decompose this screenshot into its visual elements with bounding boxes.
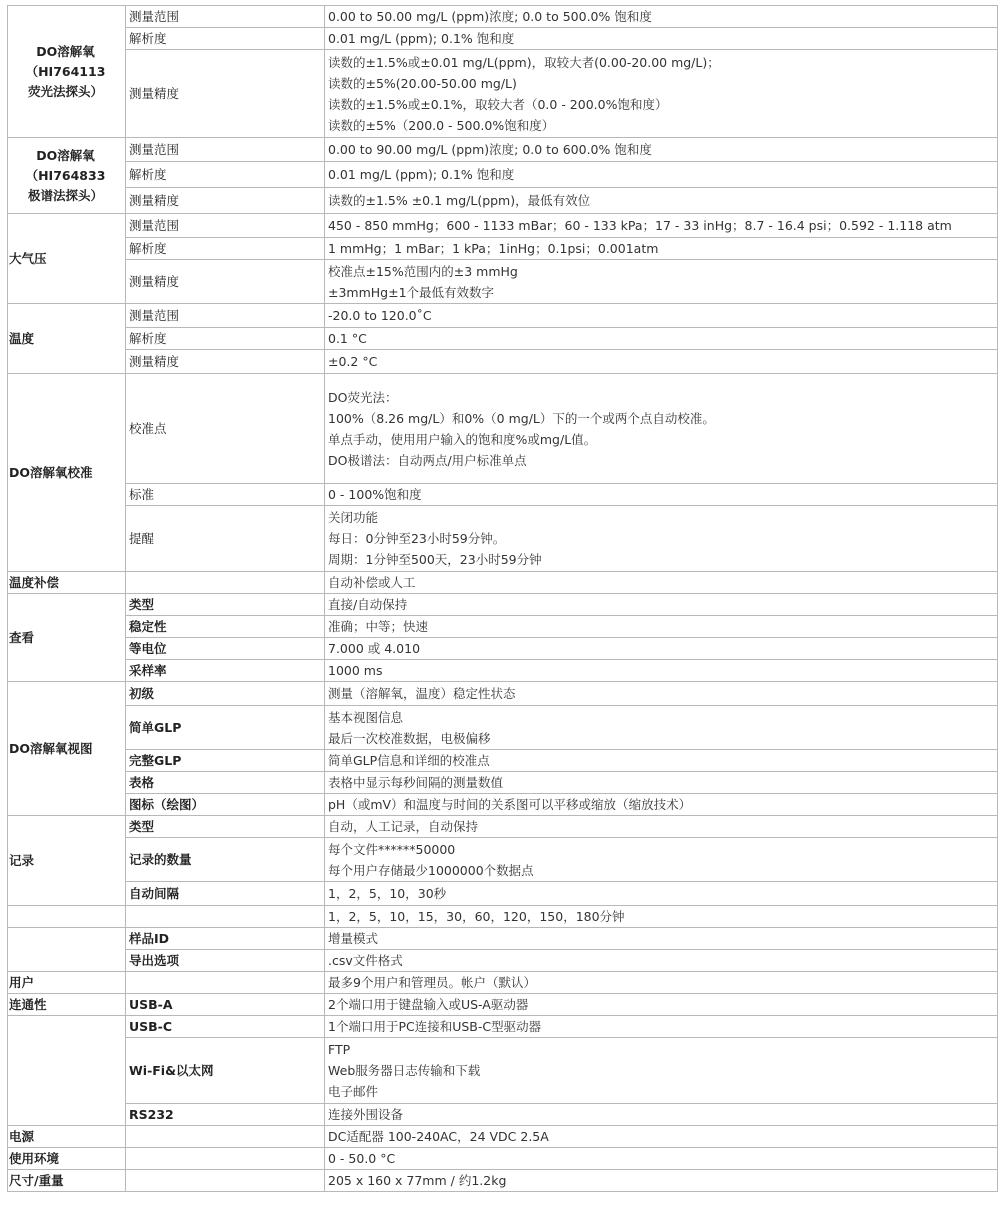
category-label: 记录 (9, 852, 35, 868)
parameter-cell: 提醒 (126, 506, 325, 572)
category-cell (8, 304, 126, 374)
table-row (8, 816, 998, 838)
value-cell (325, 1126, 998, 1148)
value-cell (325, 794, 998, 816)
category-cell (8, 1126, 126, 1148)
parameter-cell (126, 972, 325, 994)
value-cell (325, 6, 998, 28)
value-line: 读数的±1.5%或±0.01 mg/L(ppm)，取较大者(0.00-20.00 mg/L)； (328, 54, 720, 70)
value-line: 100%（8.26 mg/L）和0%（0 mg/L）下的一个或两个点自动校准。 (328, 410, 715, 426)
table-row (8, 506, 998, 572)
table-row (8, 1016, 998, 1038)
table-row (8, 1170, 998, 1192)
value-cell (325, 50, 998, 138)
value-cell (325, 660, 998, 682)
value-cell (325, 1170, 998, 1192)
value-line: -20.0 to 120.0˚C (328, 308, 432, 323)
parameter-cell: RS232 (126, 1104, 325, 1126)
table-row (8, 328, 998, 350)
parameter-cell: 标准 (126, 484, 325, 506)
parameter-cell: USB-C (126, 1016, 325, 1038)
category-label: 尺寸/重量 (9, 1172, 64, 1188)
parameter-cell: 类型 (126, 594, 325, 616)
parameter-cell: 采样率 (126, 660, 325, 682)
value-line: 最后一次校准数据，电极偏移 (328, 730, 491, 746)
category-cell (8, 1016, 126, 1126)
value-line: 周期：1分钟至500天，23小时59分钟 (328, 552, 542, 567)
value-line: 205 x 160 x 77mm / 约1.2kg (328, 1173, 507, 1188)
value-line: 自动补偿或人工 (328, 575, 416, 590)
category-label: 电源 (9, 1128, 35, 1144)
category-label: DO溶解氧校准 (9, 464, 93, 480)
value-line: 每个文件******50000 (328, 841, 456, 857)
table-row (8, 950, 998, 972)
category-label: DO溶解氧视图 (9, 740, 93, 756)
value-cell (325, 328, 998, 350)
spec-table-body (8, 6, 998, 1192)
value-line: 测量（溶解氧，温度）稳定性状态 (328, 686, 516, 701)
table-row (8, 616, 998, 638)
parameter-cell (126, 906, 325, 928)
value-line: 读数的±1.5% ±0.1 mg/L(ppm)，最低有效位 (328, 193, 591, 208)
category-cell (8, 6, 126, 138)
parameter-cell: 样品ID (126, 928, 325, 950)
value-cell (325, 1016, 998, 1038)
value-cell (325, 260, 998, 304)
category-label: （HI764833 (25, 167, 106, 183)
spec-table (7, 5, 998, 1192)
parameter-cell: 解析度 (126, 238, 325, 260)
parameter-cell: 初级 (126, 682, 325, 706)
category-label: 极谱法探头） (27, 187, 103, 203)
value-line: 基本视图信息 (328, 709, 404, 725)
parameter-cell (126, 1126, 325, 1148)
category-cell (8, 572, 126, 594)
parameter-cell: 测量精度 (126, 350, 325, 374)
value-line: 读数的±1.5%或±0.1%，取较大者（0.0 - 200.0%饱和度） (328, 96, 668, 112)
parameter-cell: 记录的数量 (126, 838, 325, 882)
value-cell (325, 1104, 998, 1126)
category-cell (8, 374, 126, 572)
parameter-cell: 解析度 (126, 28, 325, 50)
table-row (8, 794, 998, 816)
parameter-cell: 解析度 (126, 162, 325, 188)
value-cell (325, 1148, 998, 1170)
value-line: 每个用户存储最少1000000个数据点 (328, 862, 534, 878)
category-label: 温度 (9, 330, 35, 346)
table-row (8, 928, 998, 950)
value-line: 0.1 °C (328, 331, 367, 346)
value-line: 准确；中等；快速 (328, 619, 429, 634)
value-cell (325, 572, 998, 594)
value-line: 单点手动，使用用户输入的饱和度%或mg/L值。 (328, 431, 597, 447)
value-cell (325, 28, 998, 50)
category-label: DO溶解氧 (36, 43, 95, 59)
value-line: 直接/自动保持 (328, 597, 408, 612)
value-cell (325, 1038, 998, 1104)
category-cell (8, 682, 126, 816)
table-row (8, 1148, 998, 1170)
table-row (8, 638, 998, 660)
parameter-cell: 简单GLP (126, 706, 325, 750)
value-cell (325, 928, 998, 950)
value-line: DC适配器 100-240AC，24 VDC 2.5A (328, 1129, 549, 1144)
parameter-cell (126, 1148, 325, 1170)
value-line: 0 - 50.0 °C (328, 1151, 396, 1166)
category-cell (8, 594, 126, 682)
parameter-cell: 测量范围 (126, 304, 325, 328)
table-row (8, 374, 998, 484)
table-row (8, 594, 998, 616)
parameter-cell: 测量范围 (126, 6, 325, 28)
value-cell (325, 162, 998, 188)
value-line: 0.01 mg/L (ppm); 0.1% 饱和度 (328, 31, 515, 46)
category-label: 用户 (9, 974, 35, 990)
parameter-cell: 测量精度 (126, 50, 325, 138)
table-row (8, 28, 998, 50)
value-cell (325, 188, 998, 214)
table-row (8, 994, 998, 1016)
value-line: 0.01 mg/L (ppm); 0.1% 饱和度 (328, 167, 515, 182)
value-line: 自动，人工记录，自动保持 (328, 819, 479, 834)
table-row (8, 750, 998, 772)
category-cell (8, 906, 126, 928)
table-row (8, 906, 998, 928)
value-cell (325, 838, 998, 882)
value-line: 1，2，5，10，15，30，60，120，150，180分钟 (328, 909, 625, 924)
table-row (8, 50, 998, 138)
value-cell (325, 594, 998, 616)
value-cell (325, 682, 998, 706)
parameter-cell: 图标（绘图） (126, 794, 325, 816)
value-line: 每日：0分钟至23小时59分钟。 (328, 531, 506, 546)
value-line: 2个端口用于键盘输入或US-A驱动器 (328, 997, 529, 1012)
parameter-cell: 完整GLP (126, 750, 325, 772)
value-line: 0.00 to 90.00 mg/L (ppm)浓度; 0.0 to 600.0% 饱和度 (328, 142, 652, 157)
value-line: 7.000 或 4.010 (328, 641, 421, 656)
table-row (8, 572, 998, 594)
value-line: ±0.2 °C (328, 354, 378, 369)
value-cell (325, 374, 998, 484)
value-cell (325, 304, 998, 328)
value-cell (325, 138, 998, 162)
table-row (8, 706, 998, 750)
value-line: 读数的±5%（200.0 - 500.0%饱和度） (328, 117, 555, 133)
category-label: 大气压 (9, 250, 47, 266)
category-cell (8, 214, 126, 304)
value-line: 1000 ms (328, 663, 383, 678)
value-line: .csv文件格式 (328, 953, 403, 968)
table-row (8, 1104, 998, 1126)
table-row (8, 660, 998, 682)
category-cell (8, 972, 126, 994)
category-cell (8, 994, 126, 1016)
parameter-cell: 校准点 (126, 374, 325, 484)
table-row (8, 484, 998, 506)
value-cell (325, 772, 998, 794)
table-row (8, 838, 998, 882)
category-label: DO溶解氧 (36, 147, 95, 163)
value-cell (325, 484, 998, 506)
value-line: DO极谱法：自动两点/用户标准单点 (328, 452, 527, 468)
value-line: 0.00 to 50.00 mg/L (ppm)浓度; 0.0 to 500.0% 饱和度 (328, 9, 652, 24)
value-line: pH（或mV）和温度与时间的关系图可以平移或缩放（缩放技术） (328, 797, 692, 812)
parameter-cell: 测量精度 (126, 188, 325, 214)
parameter-cell: Wi-Fi&以太网 (126, 1038, 325, 1104)
value-cell (325, 994, 998, 1016)
value-line: 表格中显示每秒间隔的测量数值 (328, 775, 504, 790)
value-line: 读数的±5%(20.00-50.00 mg/L) (328, 75, 517, 91)
category-cell (8, 1148, 126, 1170)
parameter-cell: 测量范围 (126, 138, 325, 162)
value-line: 校准点±15%范围内的±3 mmHg (328, 263, 518, 279)
value-line: ±3mmHg±1个最低有效数字 (328, 284, 495, 300)
table-row (8, 138, 998, 162)
category-label: 荧光法探头） (27, 83, 103, 99)
table-row (8, 1038, 998, 1104)
table-row (8, 6, 998, 28)
category-label: 使用环境 (9, 1150, 60, 1166)
parameter-cell: 表格 (126, 772, 325, 794)
table-row (8, 304, 998, 328)
category-cell (8, 928, 126, 972)
table-row (8, 1126, 998, 1148)
value-cell (325, 638, 998, 660)
category-cell (8, 138, 126, 214)
value-cell (325, 950, 998, 972)
value-line: 连接外围设备 (328, 1107, 404, 1122)
value-cell (325, 816, 998, 838)
table-row (8, 260, 998, 304)
category-label: 查看 (9, 629, 35, 645)
value-cell (325, 214, 998, 238)
parameter-cell: 测量范围 (126, 214, 325, 238)
value-line: 增量模式 (328, 931, 379, 946)
table-row (8, 682, 998, 706)
value-cell (325, 750, 998, 772)
value-cell (325, 906, 998, 928)
value-line: 1个端口用于PC连接和USB-C型驱动器 (328, 1019, 542, 1034)
value-line: 0 - 100%饱和度 (328, 487, 422, 502)
category-label: （HI764113 (25, 63, 106, 79)
table-row (8, 214, 998, 238)
parameter-cell: 等电位 (126, 638, 325, 660)
table-row (8, 238, 998, 260)
table-row (8, 972, 998, 994)
parameter-cell: USB-A (126, 994, 325, 1016)
value-line: 1，2，5，10，30秒 (328, 886, 447, 901)
value-line: Web服务器日志传输和下载 (328, 1063, 481, 1078)
table-row (8, 772, 998, 794)
value-cell (325, 350, 998, 374)
value-line: 450 - 850 mmHg；600 - 1133 mBar；60 - 133 kPa；17 - 33 inHg；8.7 - 16.4 psi；0.592 - 1.118 atm (328, 218, 952, 233)
value-line: 电子邮件 (328, 1084, 379, 1099)
value-line: DO荧光法： (328, 389, 398, 405)
table-row (8, 162, 998, 188)
parameter-cell: 解析度 (126, 328, 325, 350)
value-cell (325, 506, 998, 572)
value-line: 最多9个用户和管理员。帐户（默认） (328, 975, 536, 990)
value-cell (325, 616, 998, 638)
table-row (8, 350, 998, 374)
category-cell (8, 816, 126, 906)
value-cell (325, 972, 998, 994)
parameter-cell: 导出选项 (126, 950, 325, 972)
category-label: 温度补偿 (9, 574, 60, 590)
parameter-cell: 类型 (126, 816, 325, 838)
category-label: 连通性 (9, 996, 47, 1012)
parameter-cell: 测量精度 (126, 260, 325, 304)
value-cell (325, 706, 998, 750)
value-line: 简单GLP信息和详细的校准点 (328, 753, 490, 768)
table-row (8, 882, 998, 906)
category-cell (8, 1170, 126, 1192)
value-cell (325, 882, 998, 906)
table-row (8, 188, 998, 214)
parameter-cell: 自动间隔 (126, 882, 325, 906)
parameter-cell (126, 1170, 325, 1192)
value-cell (325, 238, 998, 260)
value-line: 1 mmHg；1 mBar；1 kPa；1inHg；0.1psi；0.001atm (328, 241, 659, 256)
parameter-cell: 稳定性 (126, 616, 325, 638)
value-line: 关闭功能 (328, 510, 379, 525)
value-line: FTP (328, 1042, 351, 1057)
parameter-cell (126, 572, 325, 594)
